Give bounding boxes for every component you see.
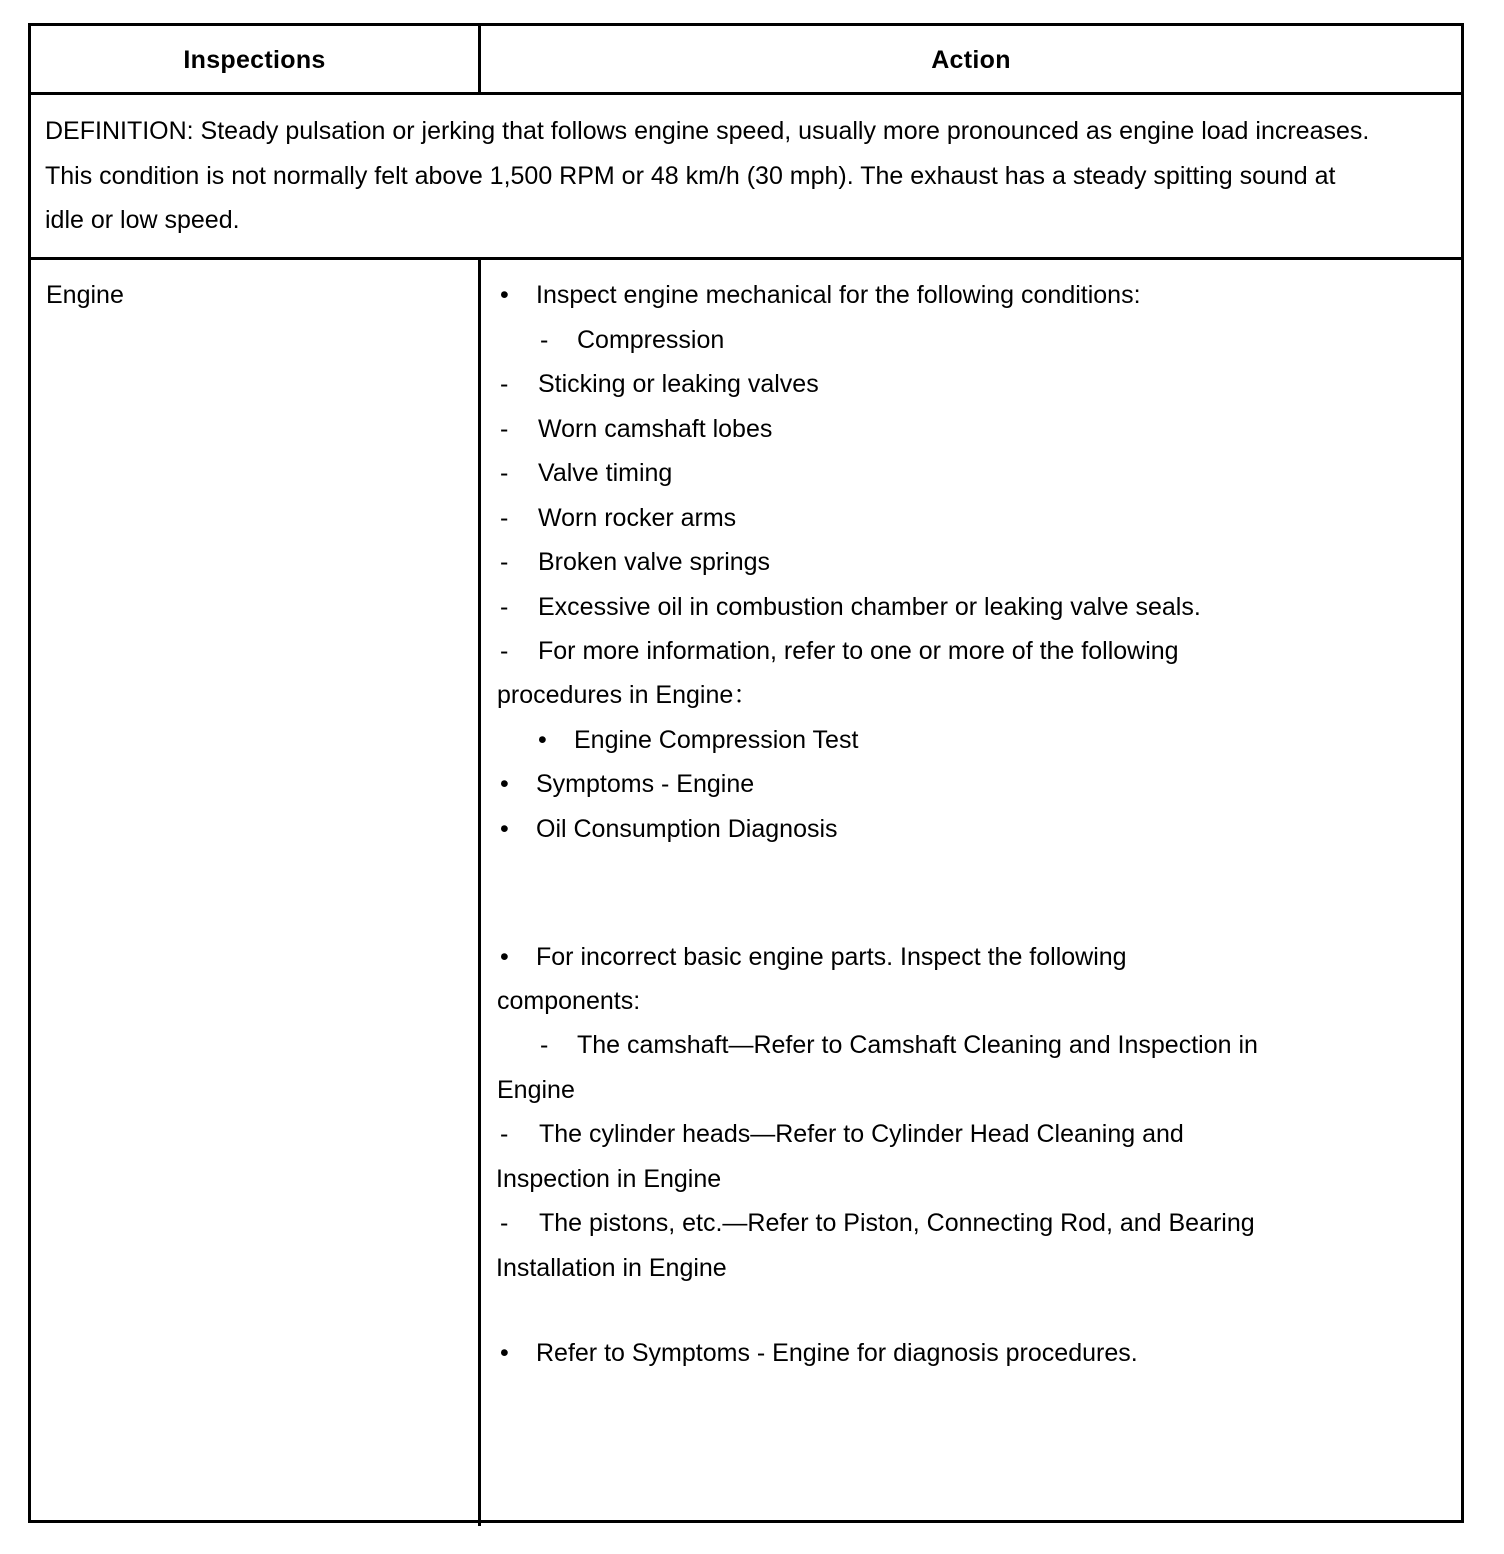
action-line: Valve timing xyxy=(538,459,673,487)
dash-marker: - xyxy=(500,504,509,532)
action-line: Inspect engine mechanical for the following conditions: xyxy=(536,281,1141,309)
dash-marker: - xyxy=(540,1031,549,1059)
header-action: Action xyxy=(931,46,1011,74)
dash-marker: - xyxy=(500,548,509,576)
bullet-marker: • xyxy=(500,1339,509,1367)
action-line: The camshaft—Refer to Camshaft Cleaning and Inspection in xyxy=(577,1031,1258,1059)
dash-marker: - xyxy=(500,593,509,621)
action-line: For more information, refer to one or more of the following xyxy=(538,637,1179,665)
dash-marker: - xyxy=(540,326,549,354)
inspection-engine: Engine xyxy=(46,281,124,309)
bullet-marker: • xyxy=(500,815,509,843)
action-line: Inspection in Engine xyxy=(496,1165,722,1193)
action-line: The cylinder heads—Refer to Cylinder Head Cleaning and xyxy=(539,1120,1184,1148)
dash-marker: - xyxy=(500,370,509,398)
dash-marker: - xyxy=(500,1209,509,1237)
action-line: For incorrect basic engine parts. Inspect the following xyxy=(536,943,1127,971)
bullet-marker: • xyxy=(500,281,509,309)
dash-marker: - xyxy=(500,459,509,487)
definition-divider xyxy=(31,257,1461,260)
definition-text: DEFINITION: Steady pulsation or jerking that follows engine speed, usually more pronounced as engine load increases. This condition is not normally felt above 1,500 RPM or 48 km/h (30 mph). The exhaust has a steady spitting sound at idle or low speed. xyxy=(45,117,1370,234)
bullet-marker: • xyxy=(500,770,509,798)
action-line: Refer to Symptoms - Engine for diagnosis procedures. xyxy=(536,1339,1138,1367)
action-line: The pistons, etc.—Refer to Piston, Connecting Rod, and Bearing xyxy=(539,1209,1255,1237)
action-line: Excessive oil in combustion chamber or leaking valve seals. xyxy=(538,593,1201,621)
action-line: Symptoms - Engine xyxy=(536,770,755,798)
action-line: Broken valve springs xyxy=(538,548,771,576)
action-line: Installation in Engine xyxy=(496,1254,727,1282)
action-line: Worn rocker arms xyxy=(538,504,737,532)
bullet-marker: • xyxy=(500,943,509,971)
dash-marker: - xyxy=(500,415,509,443)
header-inspections: Inspections xyxy=(183,46,326,74)
action-line: Engine Compression Test xyxy=(574,726,859,754)
dash-marker: - xyxy=(500,1120,509,1148)
body-column-divider xyxy=(478,257,481,1526)
action-line: Worn camshaft lobes xyxy=(538,415,773,443)
action-line: Sticking or leaking valves xyxy=(538,370,819,398)
action-line: procedures in Engine： xyxy=(497,681,759,709)
action-line: Engine xyxy=(497,1076,575,1104)
bullet-marker: • xyxy=(538,726,547,754)
dash-marker: - xyxy=(500,637,509,665)
action-line: Compression xyxy=(577,326,725,354)
action-line: Oil Consumption Diagnosis xyxy=(536,815,838,843)
action-line: components: xyxy=(497,987,641,1015)
